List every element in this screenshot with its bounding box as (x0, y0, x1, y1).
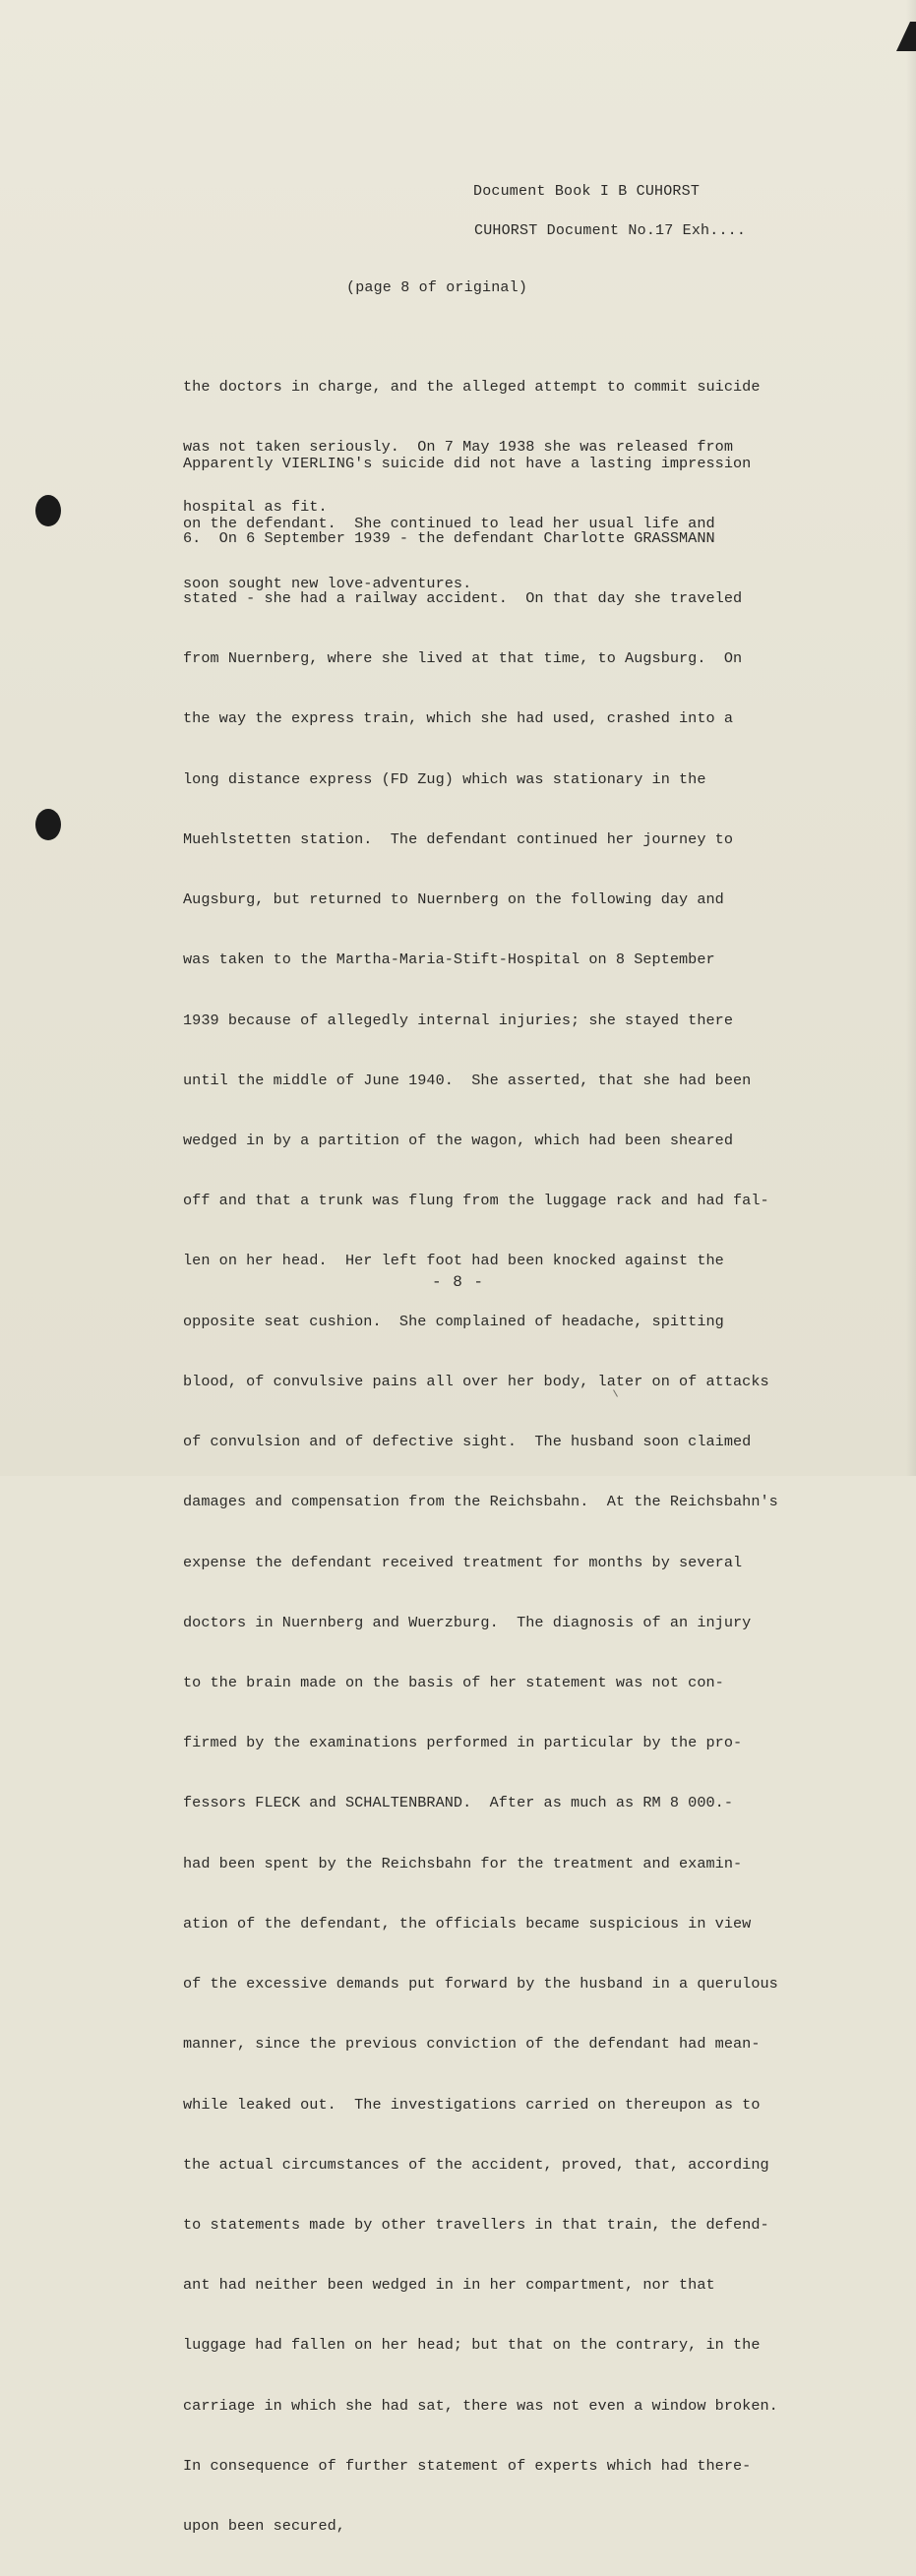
text-line: stated - she had a railway accident. On that day she traveled (183, 589, 743, 608)
text-line: was taken to the Martha-Maria-Stift-Hospital on 8 September (183, 951, 715, 969)
paragraph-3 (183, 488, 832, 2576)
text-line: Apparently VIERLING's suicide did not have a lasting impression (183, 454, 752, 472)
page-number: - 8 - (431, 1273, 484, 1291)
text-line: expense the defendant received treatment for months by several (183, 1553, 743, 1571)
text-line: was not taken seriously. On 7 May 1938 she was released from (183, 438, 734, 457)
text-line: firmed by the examinations performed in particular by the pro- (183, 1734, 743, 1752)
punch-hole-bottom (35, 809, 61, 840)
text-line: on the defendant. She continued to lead her usual life and (183, 515, 715, 533)
text-line: of convulsion and of defective sight. The husband soon claimed (183, 1433, 752, 1451)
text-line: Muehlstetten station. The defendant continued her journey to (183, 829, 734, 848)
text-line: off and that a trunk was flung from the luggage rack and had fal- (183, 1192, 769, 1210)
text-line: manner, since the previous conviction of the defendant had mean- (183, 2035, 761, 2054)
text-line: In consequence of further statement of experts which had there- (183, 2456, 752, 2475)
document-book-title: Document Book I B CUHORST (473, 183, 701, 200)
text-line: carriage in which she had sat, there was not even a window broken. (183, 2396, 778, 2415)
text-line: hospital as fit. (183, 498, 328, 517)
text-line: ation of the defendant, the officials became suspicious in view (183, 1914, 752, 1932)
text-line: to statements made by other travellers in that train, the defend- (183, 2215, 769, 2234)
text-line: while leaked out. The investigations carried on thereupon as to (183, 2095, 761, 2114)
text-line: blood, of convulsive pains all over her body, later on of attacks (183, 1372, 769, 1390)
text-line: len on her head. Her left foot had been knocked against the (183, 1252, 724, 1270)
text-line: Augsburg, but returned to Nuernberg on the following day and (183, 890, 724, 909)
original-page-note: (page 8 of original) (346, 279, 528, 296)
document-reference: CUHORST Document No.17 Exh.... (474, 222, 747, 239)
text-line: ant had neither been wedged in in her compartment, nor that (183, 2276, 715, 2295)
text-line: soon sought new love-adventures. (183, 575, 472, 593)
text-line: to the brain made on the basis of her statement was not con- (183, 1673, 724, 1691)
text-line: from Nuernberg, where she lived at that time, to Augsburg. On (183, 649, 743, 668)
text-line: long distance express (FD Zug) which was stationary in the (183, 769, 706, 788)
text-line: 1939 because of allegedly internal injuries; she stayed there (183, 1011, 734, 1029)
punch-hole-top (35, 495, 61, 526)
text-line: 6. On 6 September 1939 - the defendant Charlotte GRASSMANN (183, 528, 715, 547)
text-line: doctors in Nuernberg and Wuerzburg. The diagnosis of an injury (183, 1613, 752, 1631)
text-line: fessors FLECK and SCHALTENBRAND. After as much as RM 8 000.- (183, 1794, 734, 1812)
text-line: opposite seat cushion. She complained of headache, spitting (183, 1312, 724, 1330)
text-line: upon been secured, (183, 2517, 345, 2536)
text-line: wedged in by a partition of the wagon, which had been sheared (183, 1132, 734, 1149)
text-line: until the middle of June 1940. She asserted, that she had been (183, 1071, 752, 1089)
text-line: damages and compensation from the Reichsbahn. At the Reichsbahn's (183, 1493, 778, 1511)
page-edge-shadow (906, 0, 916, 1476)
text-line: luggage had fallen on her head; but that on the contrary, in the (183, 2336, 761, 2355)
text-line: the way the express train, which she had used, crashed into a (183, 709, 734, 728)
text-line: the doctors in charge, and the alleged attempt to commit suicide (183, 377, 761, 396)
text-line: the actual circumstances of the accident, proved, that, according (183, 2155, 769, 2174)
text-line: had been spent by the Reichsbahn for the treatment and examin- (183, 1854, 743, 1872)
text-line: of the excessive demands put forward by the husband in a querulous (183, 1975, 778, 1993)
